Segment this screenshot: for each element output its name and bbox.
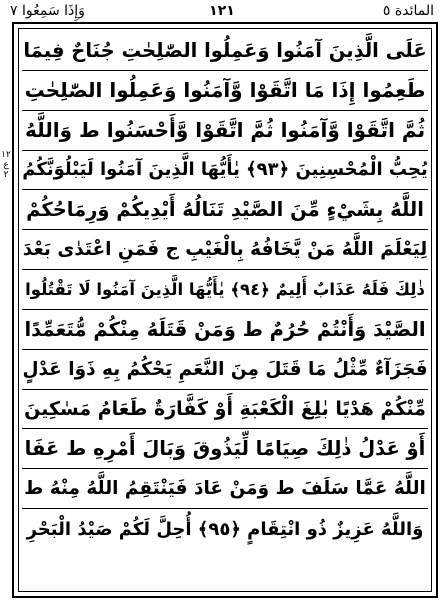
verse-line-10: مِّنْكُمْ هَدْيًا بٰلِغَ الْكَعْبَةِ أَوْ كَفَّارَةٌ طَعَامُ مَسٰكِينَ	[22, 390, 428, 430]
ruku-marker-top: ١٢	[1, 150, 11, 160]
verse-line-5: اللَّهُ بِشَيْءٍ مِّنَ الصَّيْدِ تَنَالُهُ أَيْدِيكُمْ وَرِمَاحُكُمْ	[22, 190, 428, 230]
text-block	[22, 31, 428, 589]
verse-line-3: ثُمَّ اتَّقَوْا وَّآمَنُوا ثُمَّ اتَّقَوْا وَّأَحْسَنُوا ط وَاللَّهُ	[22, 111, 428, 151]
surah-name: المائدة ٥	[382, 3, 434, 19]
verse-line-9: فَجَزَآءٌ مِّثْلُ مَا قَتَلَ مِنَ النَّعَمِ يَحْكُمُ بِهِ ذَوَا عَدْلٍ	[22, 350, 428, 390]
verse-line-6: لِيَعْلَمَ اللَّهُ مَنْ يَّخَافُهُ بِالْغَيْبِ ج فَمَنِ اعْتَدٰى بَعْدَ	[22, 230, 428, 270]
ruku-marker-middle: ع	[3, 160, 9, 170]
verse-line-8: الصَّيْدَ وَأَنْتُمْ حُرُمٌ ط وَمَنْ قَتَلَهُ مِنْكُمْ مُّتَعَمِّدًا	[22, 310, 428, 350]
page-header	[0, 0, 444, 22]
ruku-marker	[0, 150, 12, 180]
verse-line-13: وَاللَّهُ عَزِيزٌ ذُو انْتِقَامٍ ﴿٩٥﴾ أُحِلَّ لَكُمْ صَيْدُ الْبَحْرِ	[26, 518, 424, 540]
page-number: ١٢١	[209, 3, 235, 19]
verse-line-1: عَلَى الَّذِينَ آمَنُوا وَعَمِلُوا الصّٰلِحٰتِ جُنَاحٌ فِيمَا	[22, 31, 428, 71]
verse-line-4: يُحِبُّ الْمُحْسِنِينَ ﴿٩٣﴾ يٰأَيُّهَا الَّذِينَ آمَنُوا لَيَبْلُوَنَّكُمُ	[22, 151, 428, 191]
juz-name: وَإِذَا سَمِعُوا ٧	[10, 3, 85, 19]
verse-line-12: اللَّهُ عَمَّا سَلَفَ ط وَمَنْ عَادَ فَيَنْتَقِمُ اللَّهُ مِنْهُ ط	[22, 469, 428, 509]
ruku-marker-bottom: ٢	[3, 170, 9, 180]
verse-line-2: طَعِمُوا إِذَا مَا اتَّقَوْا وَّآمَنُوا وَعَمِلُوا الصّٰلِحٰتِ	[22, 71, 428, 111]
verse-line-7: ذٰلِكَ فَلَهُ عَذَابٌ أَلِيمٌ ﴿٩٤﴾ يٰأَيُّهَا الَّذِينَ آمَنُوا لَا تَقْتُلُوا	[22, 270, 428, 310]
verse-line-11: أَوْ عَدْلُ ذٰلِكَ صِيَامًا لِّيَذُوقَ وَبَالَ أَمْرِهِ ط عَفَا	[22, 429, 428, 469]
